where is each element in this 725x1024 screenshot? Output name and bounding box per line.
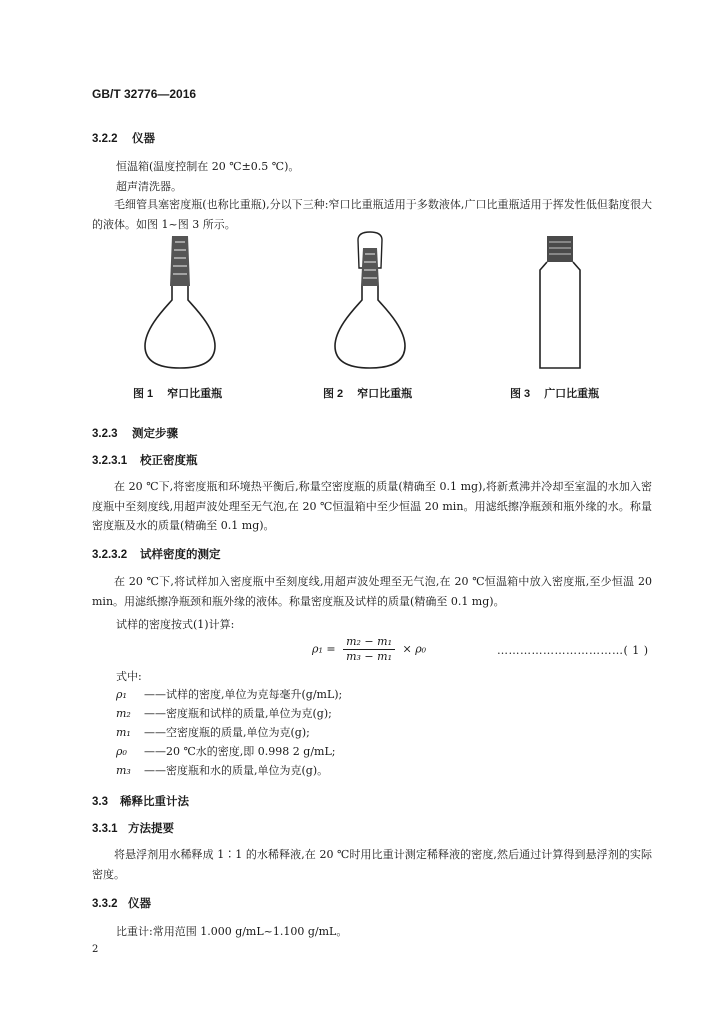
formula-times-rho: × ρ₀ [402, 642, 427, 656]
section-3-2-3-2-heading [92, 546, 221, 562]
summary-paragraph: 将悬浮剂用水稀释成 1∶1 的水稀释液,在 20 ℃时用比重计测定稀释液的密度,然后通过计算得到悬浮剂的实际密度。 [92, 848, 652, 881]
variable-item: ρ₀ ——20 ℃水的密度,即 0.998 2 g/mL; [116, 745, 336, 758]
instrument-line-3: 毛细管具塞密度瓶(也称比重瓶),分以下三种:窄口比重瓶适用于多数液体,广口比重瓶适用于挥发性低但黏度很大的液体。如图 1~图 3 所示。 [92, 198, 652, 231]
figure-2-caption: 图 2 窄口比重瓶 [323, 388, 413, 400]
section-3-3-2-heading [92, 895, 151, 911]
section-number: 3.2.2 [92, 133, 118, 145]
section-number: 3.3 [92, 796, 108, 808]
page-number: 2 [92, 944, 99, 955]
section-3-3-heading [92, 793, 189, 809]
section-title: 仪器 [132, 133, 155, 145]
section-title: 方法提要 [128, 823, 174, 835]
equation-number: ……………………………( 1 ) [497, 644, 649, 657]
variable-list [116, 685, 342, 780]
calibration-paragraph: 在 20 ℃下,将密度瓶和环境热平衡后,称量空密度瓶的质量(精确至 0.1 mg),将新煮沸并冷却至室温的水加入密度瓶中至刻度线,用超声波处理至无气泡,在 20 ℃恒温箱中至少恒温 20 min。用滤纸擦净瓶颈和瓶外缘的水。称量密度瓶及水的质量(精确至 0.1 mg)。 [92, 480, 652, 532]
figure-3-wide-mouth-bottle [520, 228, 600, 373]
section-3-2-3-1-heading [92, 452, 198, 468]
variable-item: m₂ ——密度瓶和试样的质量,单位为克(g); [116, 707, 332, 720]
formula-denominator: m₃ − m₁ [346, 650, 392, 663]
figure-1-caption: 图 1 窄口比重瓶 [133, 388, 223, 400]
section-title: 校正密度瓶 [140, 455, 198, 467]
section-3-3-1-heading [92, 820, 174, 836]
section-number: 3.3.1 [92, 823, 118, 835]
section-number: 3.2.3 [92, 428, 118, 440]
variable-item: m₁ ——空密度瓶的质量,单位为克(g); [116, 726, 310, 739]
sample-paragraph: 在 20 ℃下,将试样加入密度瓶中至刻度线,用超声波处理至无气泡,在 20 ℃恒温箱中放入密度瓶,至少恒温 20 min。用滤纸擦净瓶颈和瓶外缘的液体。称量密度瓶及试样的质量(精确至 0.1 mg)。 [92, 575, 652, 608]
instrument-line-2: 超声清洗器。 [116, 180, 182, 193]
section-3-2-2-heading [92, 130, 155, 146]
density-formula [312, 635, 426, 664]
variable-item: m₃ ——密度瓶和水的质量,单位为克(g)。 [116, 764, 329, 777]
formula-lhs: ρ₁ = [312, 642, 336, 656]
formula-numerator: m₂ − m₁ [343, 635, 395, 650]
formula-fraction [343, 635, 395, 664]
section-number: 3.3.2 [92, 898, 118, 910]
section-title: 稀释比重计法 [120, 796, 189, 808]
section-title: 试样密度的测定 [140, 549, 221, 561]
section-title: 仪器 [128, 898, 151, 910]
section-title: 测定步骤 [132, 428, 178, 440]
standard-code: GB/T 32776—2016 [92, 87, 197, 101]
figure-1-narrow-mouth-bottle [135, 228, 225, 373]
figure-2-narrow-mouth-bottle-with-cap [325, 228, 415, 373]
section-number: 3.2.3.2 [92, 549, 128, 561]
figure-3-caption: 图 3 广口比重瓶 [510, 388, 600, 400]
section-number: 3.2.3.1 [92, 455, 128, 467]
where-label: 式中: [116, 670, 142, 683]
instrument-line-1: 恒温箱(温度控制在 20 ℃±0.5 ℃)。 [116, 160, 300, 173]
section-3-2-3-heading [92, 425, 178, 441]
formula-intro: 试样的密度按式(1)计算: [116, 618, 235, 631]
variable-item: ρ₁ ——试样的密度,单位为克每毫升(g/mL); [116, 688, 343, 701]
hydrometer-line: 比重计:常用范围 1.000 g/mL~1.100 g/mL。 [116, 925, 348, 938]
